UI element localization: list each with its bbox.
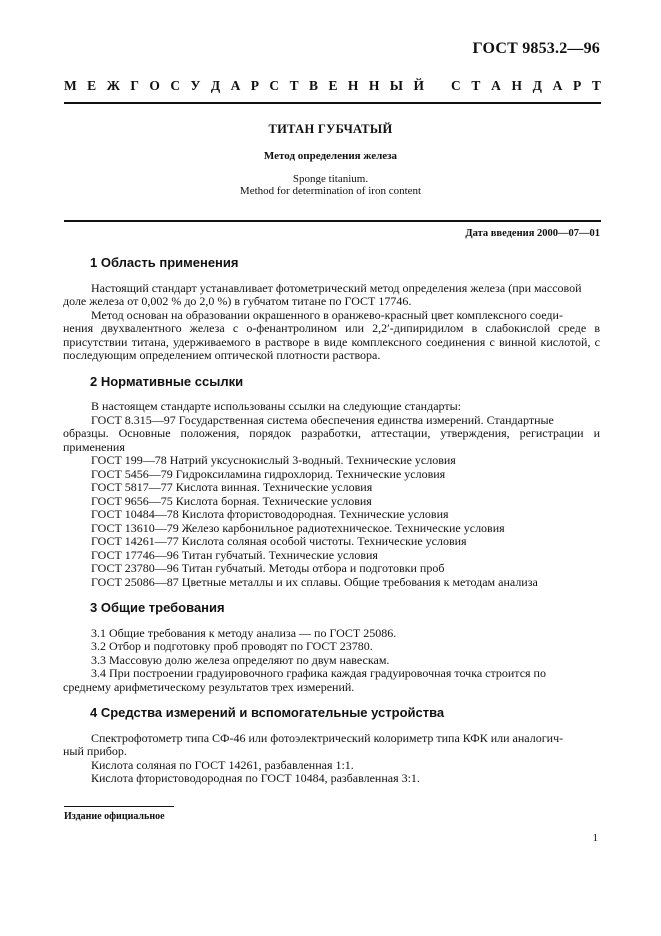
reference-item: ГОСТ 13610—79 Железо карбонильное радиотехническое. Технические условия xyxy=(91,520,505,535)
paragraph-first-line: Настоящий стандарт устанавливает фотометрический метод определения железа (при массовой xyxy=(91,280,582,295)
paragraph-continuation: доле железа от 0,002 % до 2,0 %) в губчатом титане по ГОСТ 17746. xyxy=(63,294,412,308)
banner-letter: С xyxy=(170,78,181,93)
banner-letter: Ы xyxy=(389,78,404,93)
reference-item: ГОСТ 14261—77 Кислота соляная особой чистоты. Технические условия xyxy=(91,534,467,548)
section-scope xyxy=(63,255,600,363)
reference-first-line: ГОСТ 8.315—97 Государственная система обеспечения единства измерений. Стандартные xyxy=(91,412,554,427)
clause-item: 3.3 Массовую долю железа определяют по двум навескам. xyxy=(91,652,390,667)
section-heading: 2 Нормативные ссылки xyxy=(90,373,244,389)
reference-item: ГОСТ 9656—75 Кислота борная. Технические условия xyxy=(91,493,372,508)
banner-letter: Ж xyxy=(106,78,120,93)
banner-letter: Т xyxy=(289,78,299,93)
banner-letter: А xyxy=(230,78,241,93)
paragraph xyxy=(63,280,600,309)
banner-letter: Т xyxy=(471,78,481,93)
paragraph-first-line: Метод основан на образовании окрашенного в оранжево-красный цвет комплексного соеди- xyxy=(91,307,563,322)
clause-continuation: среднему арифметическому результатов трех измерений. xyxy=(63,679,355,694)
paragraph-continuation: нения двухвалентного железа с о-фенантролином или 2,2′-дипиридилом в слабокислой среде в присутствии титана, удерживаемого в растворе в виде комплексного соединения с винной кислотой, с последующим определением оптической плотности раствора. xyxy=(63,321,600,362)
reference-item: ГОСТ 199—78 Натрий уксуснокислый 3-водный. Технические условия xyxy=(91,453,456,467)
banner-letter: Е xyxy=(328,78,338,93)
paragraph xyxy=(63,307,600,363)
banner-letter: Д xyxy=(532,78,542,93)
english-title xyxy=(0,173,661,197)
reference-item: ГОСТ 5456—79 Гидроксиламина гидрохлорид. Технические условия xyxy=(91,466,446,481)
banner-letter: Й xyxy=(413,78,424,93)
section-heading: 1 Область применения xyxy=(90,255,239,270)
banner-letter: Г xyxy=(130,78,139,93)
reference-item: ГОСТ 23780—96 Титан губчатый. Методы отбора и подготовки проб xyxy=(91,561,445,575)
banner-letter: С xyxy=(269,78,280,93)
page-number: 1 xyxy=(592,832,598,844)
banner-letter: А xyxy=(552,78,563,93)
section-measuring-instruments xyxy=(63,705,600,786)
section-heading: 4 Средства измерений и вспомогательные устройства xyxy=(90,705,445,720)
banner-letter: А xyxy=(491,78,501,93)
reference-item: ГОСТ 5817—77 Кислота винная. Технические условия xyxy=(91,480,373,494)
doc-code: ГОСТ 9853.2—96 xyxy=(472,40,600,57)
banner-word-1 xyxy=(64,78,424,94)
banner-letter: Н xyxy=(511,78,522,93)
paragraph-first-line: Спектрофотометр типа СФ-46 или фотоэлектрический колориметр типа КФК или аналогич- xyxy=(91,730,564,745)
section-normative-references xyxy=(63,373,600,590)
clause-item: 3.1 Общие требования к методу анализа — по ГОСТ 25086. xyxy=(91,625,397,640)
document-body xyxy=(63,248,600,798)
banner-letter: С xyxy=(451,78,461,93)
reference-item: ГОСТ 10484—78 Кислота фтористоводородная. Технические условия xyxy=(91,507,449,521)
banner-letter: Н xyxy=(347,78,359,93)
intro-date: Дата введения 2000—07—01 xyxy=(465,228,600,239)
clause-item: 3.2 Отбор и подготовку проб проводят по ГОСТ 23780. xyxy=(91,639,373,653)
banner-word-2 xyxy=(451,78,601,94)
banner-letter: Р xyxy=(250,78,259,93)
top-rule xyxy=(64,102,601,104)
instrument-item: Кислота соляная по ГОСТ 14261, разбавленная 1:1. xyxy=(91,757,354,772)
paragraph xyxy=(63,730,600,759)
english-title-line-2: Method for determination of iron content xyxy=(239,185,422,197)
reference-continuation: образцы. Основные положения, порядок разработки, аттестации, утверждения, регистрации и применения xyxy=(63,426,600,454)
banner-letter: Е xyxy=(87,78,97,93)
banner-letter: М xyxy=(64,78,77,93)
english-title-line-1: Sponge titanium. xyxy=(292,173,369,185)
middle-rule xyxy=(64,220,601,222)
section-heading: 3 Общие требования xyxy=(90,600,225,615)
doc-subtitle: Метод определения железа xyxy=(263,150,398,162)
reference-item: ГОСТ 17746—96 Титан губчатый. Технические условия xyxy=(91,547,378,562)
banner-letter: Р xyxy=(573,78,582,93)
banner-letter: Н xyxy=(368,78,380,93)
reference-item: ГОСТ 25086—87 Цветные металлы и их сплавы. Общие требования к методам анализа xyxy=(91,574,538,589)
instrument-item: Кислота фтористоводородная по ГОСТ 10484, разбавленная 3:1. xyxy=(91,771,420,785)
banner-letter: У xyxy=(190,78,201,93)
banner-letter: В xyxy=(309,78,319,93)
refs-intro: В настоящем стандарте использованы ссылки на следующие стандарты: xyxy=(91,399,462,413)
doc-title: ТИТАН ГУБЧАТЫЙ xyxy=(268,122,393,136)
paragraph-continuation: ный прибор. xyxy=(63,744,127,758)
footer-rule xyxy=(64,806,174,807)
interstate-standard-banner xyxy=(64,78,601,94)
section-general-requirements xyxy=(63,600,600,694)
banner-letter: О xyxy=(149,78,160,93)
clause-first-line: 3.4 При построении градуировочного графика каждая градуировочная точка строится по xyxy=(91,666,546,680)
clause-item xyxy=(63,666,600,694)
banner-letter: Т xyxy=(591,78,601,93)
banner-letter: Д xyxy=(210,78,221,93)
reference-item xyxy=(63,412,600,455)
official-edition-note: Издание официальное xyxy=(64,811,165,822)
